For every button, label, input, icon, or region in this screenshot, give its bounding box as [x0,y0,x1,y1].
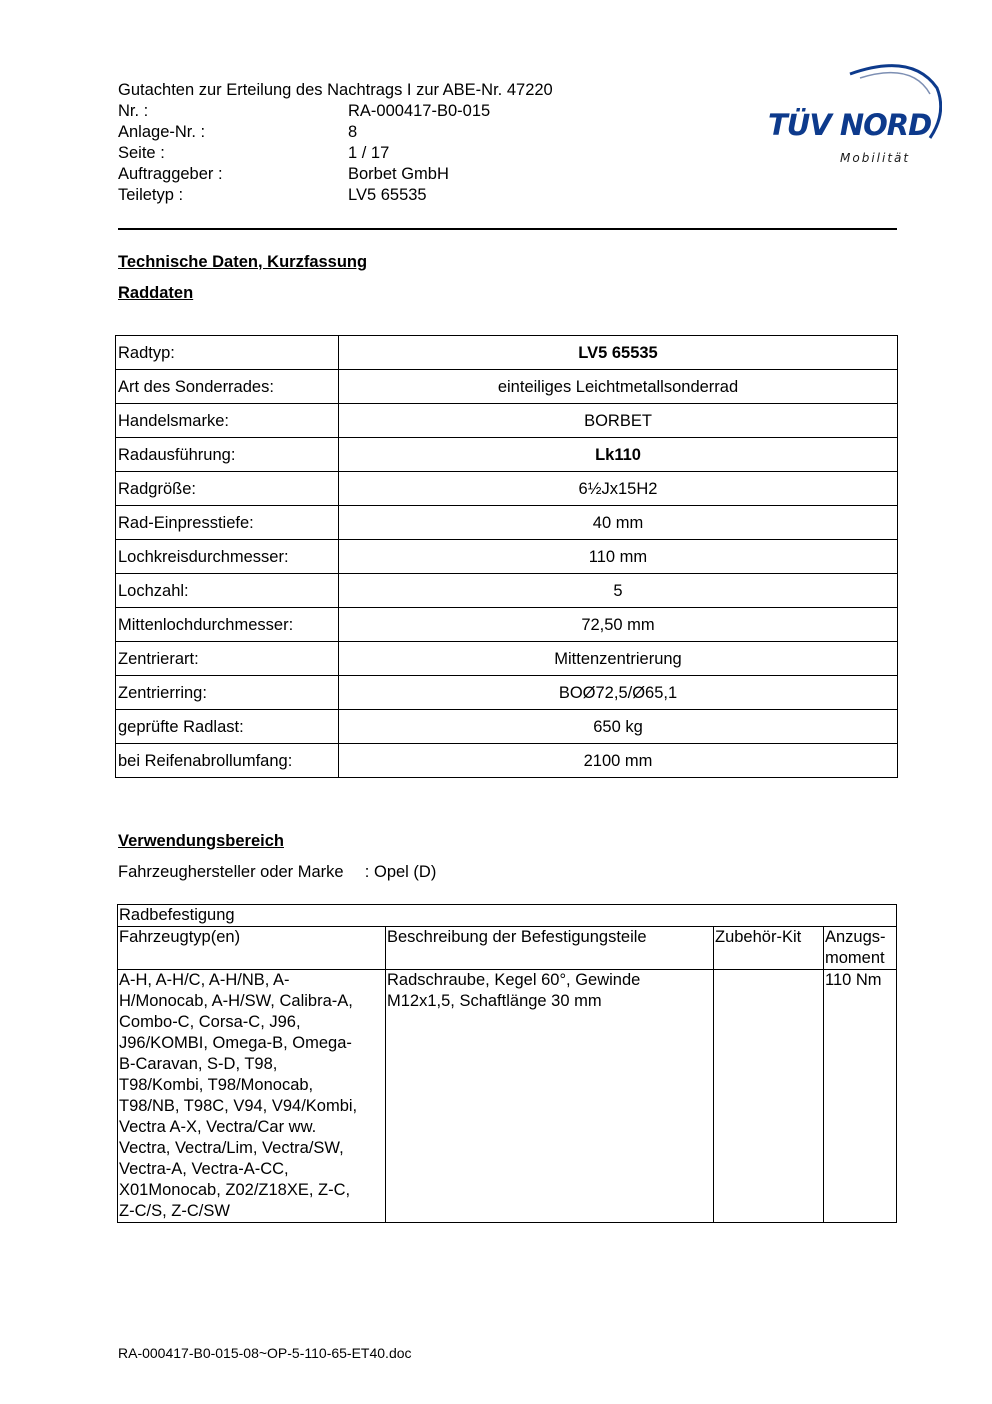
torque-cell: 110 Nm [824,970,897,1223]
table-row [116,676,898,710]
table-row [118,970,897,1223]
mount-table-title: Radbefestigung [118,905,897,927]
header-value: RA-000417-B0-015 [348,102,491,120]
table-row [116,642,898,676]
logo-brand: TÜV NORD [768,108,932,142]
wheel-data-value: BOØ72,5/Ø65,1 [339,676,898,710]
wheel-data-heading: Raddaten [118,284,194,302]
wheel-data-table [115,335,898,778]
wheel-data-label: Mittenlochdurchmesser: [116,608,339,642]
wheel-data-value: 110 mm [339,540,898,574]
wheel-data-value: Mittenzentrierung [339,642,898,676]
header-torque [824,927,897,970]
header-value: Borbet GmbH [348,165,449,183]
header-description: Beschreibung der Befestigungsteile [386,927,714,970]
table-row [116,438,898,472]
table-title-row [118,905,897,927]
vehicle-type-line: Combo-C, Corsa-C, J96, [119,1013,301,1031]
wheel-data-value: einteiliges Leichtmetallsonderrad [339,370,898,404]
vehicle-type-line: Vectra-A, Vectra-A-CC, [119,1160,289,1178]
table-row [116,540,898,574]
table-row [116,608,898,642]
fastener-description-cell [386,970,714,1223]
header-label: Auftraggeber : [118,165,223,183]
header-label: Nr. : [118,102,149,120]
vehicle-type-line: J96/KOMBI, Omega-B, Omega- [119,1034,352,1052]
vehicle-type-line: X01Monocab, Z02/Z18XE, Z-C, [119,1181,351,1199]
table-row [116,472,898,506]
kit-cell [714,970,824,1223]
wheel-data-label: Zentrierart: [116,642,339,676]
usage-heading: Verwendungsbereich [118,832,284,850]
table-row [116,710,898,744]
vehicle-type-line: Vectra A-X, Vectra/Car ww. [119,1118,317,1136]
tech-data-heading: Technische Daten, Kurzfassung [118,253,368,271]
manufacturer-separator: : [364,863,370,881]
logo-subtitle: Mobilität [840,151,911,165]
header-value: LV5 65535 [348,186,427,204]
vehicle-type-line: H/Monocab, A-H/SW, Calibra-A, [119,992,353,1010]
wheel-data-label: Radtyp: [116,336,339,370]
header-torque-line: Anzugs- [825,928,886,946]
table-row [116,404,898,438]
table-row [116,744,898,778]
wheel-data-value: Lk110 [339,438,898,472]
header-value: 8 [348,123,358,141]
manufacturer-label: Fahrzeughersteller oder Marke [118,863,344,881]
description-line: Radschraube, Kegel 60°, Gewinde [387,971,641,989]
vehicle-type-line: B-Caravan, S-D, T98, [119,1055,278,1073]
wheel-data-value: 6½Jx15H2 [339,472,898,506]
wheel-data-label: Radausführung: [116,438,339,472]
table-row [116,336,898,370]
wheel-data-label: Lochkreisdurchmesser: [116,540,339,574]
report-title: Gutachten zur Erteilung des Nachtrags I zur ABE-Nr. 47220 [118,81,553,99]
footer-filename: RA-000417-B0-015-08~OP-5-110-65-ET40.doc [118,1345,412,1361]
wheel-data-value: BORBET [339,404,898,438]
wheel-data-value: 5 [339,574,898,608]
wheel-data-value: 650 kg [339,710,898,744]
table-row [116,506,898,540]
wheel-data-label: Rad-Einpresstiefe: [116,506,339,540]
header-label: Seite : [118,144,165,162]
header-label: Teiletyp : [118,186,184,204]
wheel-data-label: bei Reifenabrollumfang: [116,744,339,778]
header-vehicle: Fahrzeugtyp(en) [118,927,386,970]
tuev-nord-logo [762,58,942,170]
header-torque-line: moment [825,949,885,967]
wheel-data-label: Zentrierring: [116,676,339,710]
wheel-data-label: Art des Sonderrades: [116,370,339,404]
vehicle-type-line: T98/NB, T98C, V94, V94/Kombi, [119,1097,358,1115]
wheel-data-value: LV5 65535 [339,336,898,370]
vehicle-type-line: Vectra, Vectra/Lim, Vectra/SW, [119,1139,344,1157]
vehicle-types-cell [118,970,386,1223]
description-line: M12x1,5, Schaftlänge 30 mm [387,992,602,1010]
vehicle-type-line: Z-C/S, Z-C/SW [119,1202,230,1220]
vehicle-type-line: T98/Kombi, T98/Monocab, [119,1076,314,1094]
header-kit: Zubehör-Kit [714,927,824,970]
wheel-mounting-table [117,904,897,1223]
header-divider [118,228,897,230]
wheel-data-value: 72,50 mm [339,608,898,642]
wheel-data-value: 2100 mm [339,744,898,778]
wheel-data-label: geprüfte Radlast: [116,710,339,744]
wheel-data-label: Lochzahl: [116,574,339,608]
header-label: Anlage-Nr. : [118,123,206,141]
wheel-data-label: Handelsmarke: [116,404,339,438]
wheel-data-label: Radgröße: [116,472,339,506]
vehicle-type-line: A-H, A-H/C, A-H/NB, A- [119,971,290,989]
header-value: 1 / 17 [348,144,390,162]
manufacturer-value: Opel (D) [373,863,437,881]
manufacturer-line [118,862,436,883]
table-row [116,574,898,608]
table-header-row [118,927,897,970]
table-row [116,370,898,404]
wheel-data-value: 40 mm [339,506,898,540]
